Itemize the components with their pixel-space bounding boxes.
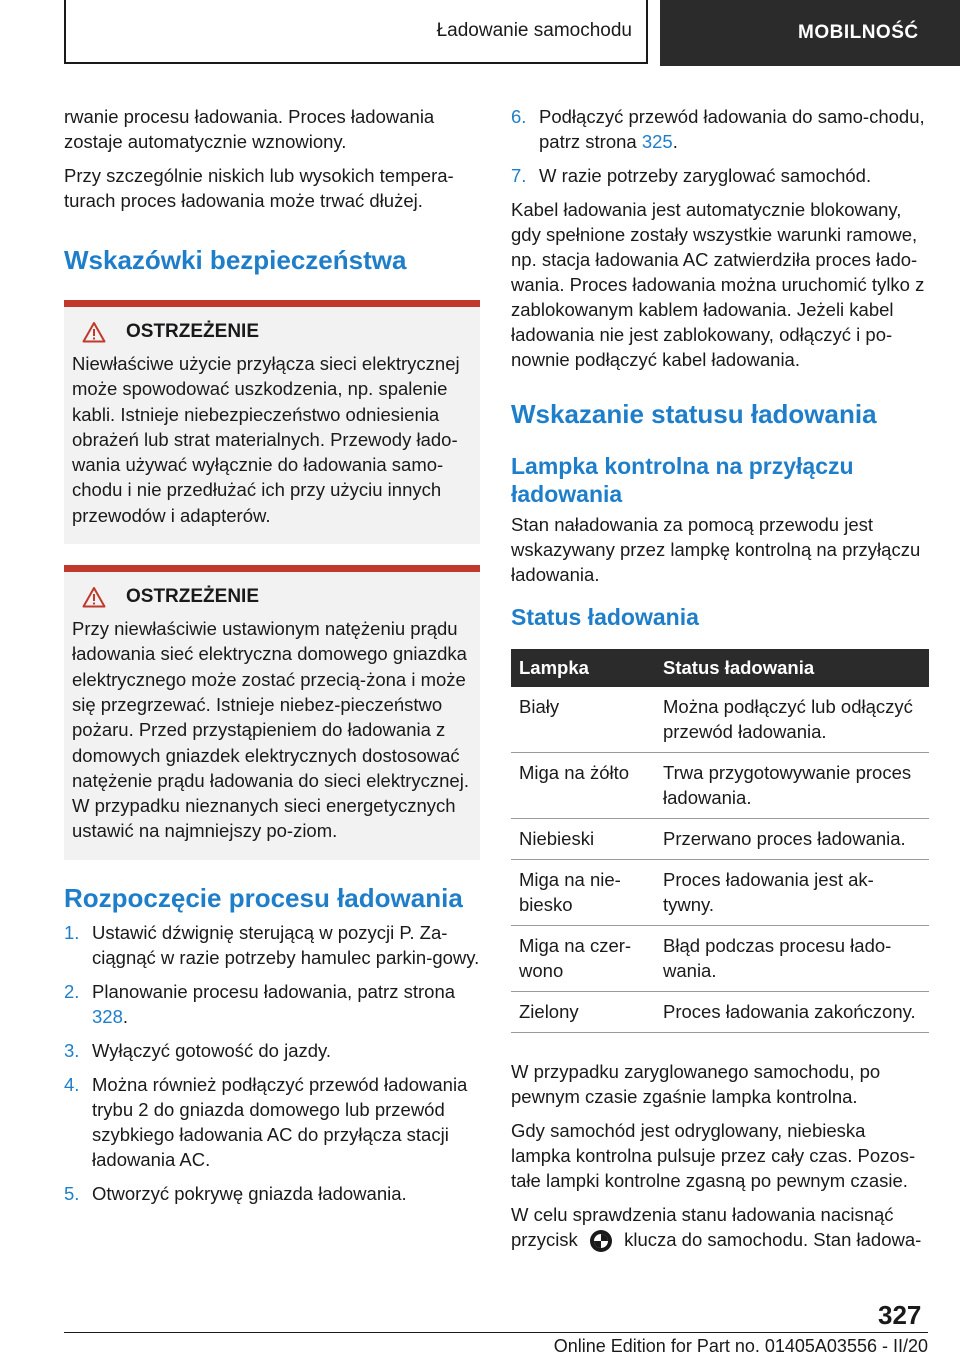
warning-title-2: OSTRZEŻENIE [72,586,472,608]
unlocked-paragraph: Gdy samochód jest odryglowany, niebieska lampka kontrolna pulsuje przez cały czas. Pozos-tałe lampki kontrolne zgasną po pewnym czasie. [511,1120,916,1191]
section-title: Ładowanie samochodu [436,20,632,41]
list-item: 7. W razie potrzeby zaryglować samochód. [511,165,872,186]
warning-triangle-icon [82,586,106,608]
warning-box-1 [64,300,480,544]
list-item: 4. Można również podłączyć przewód ładowania trybu 2 do gniazda domowego lub przewód szybkiego ładowania AC do przyłącza stacji ładowania AC. [64,1073,468,1170]
safety-heading: Wskazówki bezpieczeństwa [64,245,407,275]
table-row: Niebieski Przerwano proces ładowania. [511,819,929,860]
edition-footer: Online Edition for Part no. 01405A03556 - II/20 [553,1336,928,1356]
status-heading: Wskazanie statusu ładowania [511,399,877,429]
table-row: Miga na czer-wono Błąd podczas procesu łado-wania. [511,926,929,992]
left-column [64,104,480,1215]
table-header-row [511,649,929,687]
table-row: Biały Można podłączyć lub odłączyć przewód ładowania. [511,687,929,753]
lamp-heading: Lampka kontrolna na przyłączu ładowania [511,453,854,507]
warning-text-1: Niewłaściwe użycie przyłącza sieci elektrycznej może spowodować uszkodzenia, np. spalenie kabli. Istnieje niebezpieczeństwo odniesienia obrażeń lub strat materialnych. Przewody łado-wania używać wyłącznie do ładowania samo-chodu i nie przedłużać ich przy użyciu innych przewodów i adapterów. [72,353,460,526]
continued-steps-list [511,104,929,188]
intro-paragraph-1: rwanie procesu ładowania. Proces ładowania zostaje automatycznie wznowiony. [64,106,435,152]
warning-box-2 [64,565,480,860]
table-row: Miga na żółto Trwa przygotowywanie proces ładowania. [511,753,929,819]
column-header: Lampka [511,649,655,687]
table-row: Zielony Proces ładowania zakończony. [511,992,929,1033]
page-link[interactable]: 328 [92,1005,123,1027]
charging-status-table [511,649,929,1033]
lamp-paragraph: Stan naładowania za pomocą przewodu jest wskazywany przez lampkę kontrolną na przyłączu ładowania. [511,514,921,585]
table-heading: Status ładowania [511,604,699,630]
locked-paragraph: W przypadku zaryglowanego samochodu, po pewnym czasie zgaśnie lampka kontrolna. [511,1061,881,1107]
start-charging-heading: Rozpoczęcie procesu ładowania [64,882,463,913]
list-item: 1. Ustawić dźwignię sterującą w pozycji P. Za-ciągnąć w razie potrzeby hamulec parkin-gowy. [64,921,480,968]
intro-paragraph-2: Przy szczególnie niskich lub wysokich tempera-turach proces ładowania może trwać dłużej. [64,165,454,211]
page-link[interactable]: 325 [641,131,673,152]
running-header-section [64,0,648,64]
list-item: 3. Wyłączyć gotowość do jazdy. [64,1039,332,1061]
page-number: 327 [878,1300,922,1330]
warning-text-2: Przy niewłaściwie ustawionym natężeniu prądu ładowania sieć elektryczna domowego gniazdka elektrycznego może zostać przecią-żona i może się przegrzewać. Istnieje niebez-pieczeństwo pożaru. Przed przystąpieniem do ładowania z domowych gniazdek elektrycznych dostosować natężenie prądu ładowania do sieci elektrycznej. W przypadku nieznanych sieci energetycznych ustawić na najmniejszy po-ziom. [72,618,469,842]
warning-triangle-icon [82,321,106,343]
footer-divider [64,1332,928,1333]
running-header-chapter [660,0,960,66]
bmw-logo-icon [589,1229,613,1253]
table-row: Miga na nie-biesko Proces ładowania jest ak-tywny. [511,860,929,926]
list-item: 6. Podłączyć przewód ładowania do samo-chodu, patrz strona 325. [511,106,925,152]
list-item: 2. Planowanie procesu ładowania, patrz strona 328. [64,980,456,1027]
column-header: Status ładowania [655,649,929,687]
list-item: 5. Otworzyć pokrywę gniazda ładowania. [64,1182,407,1204]
start-steps-list [64,920,480,1206]
cable-lock-paragraph: Kabel ładowania jest automatycznie blokowany, gdy spełnione zostały wszystkie warunki ramowe, np. stacja ładowania AC zatwierdziła proces łado-wania. Proces ładowania można uruchomić tylko z zablokowanym kablem ładowania. Jeżeli kabel ładowania nie jest zablokowany, odłączyć i po-nownie podłączyć kabel ładowania. [511,199,925,370]
chapter-title: MOBILNOŚĆ [798,22,919,43]
right-column [511,104,929,1262]
warning-title-1: OSTRZEŻENIE [72,321,472,343]
check-status-paragraph: W celu sprawdzenia stanu ładowania nacisnąć przycisk klucza do samochodu. Stan ładowa- [511,1202,929,1253]
